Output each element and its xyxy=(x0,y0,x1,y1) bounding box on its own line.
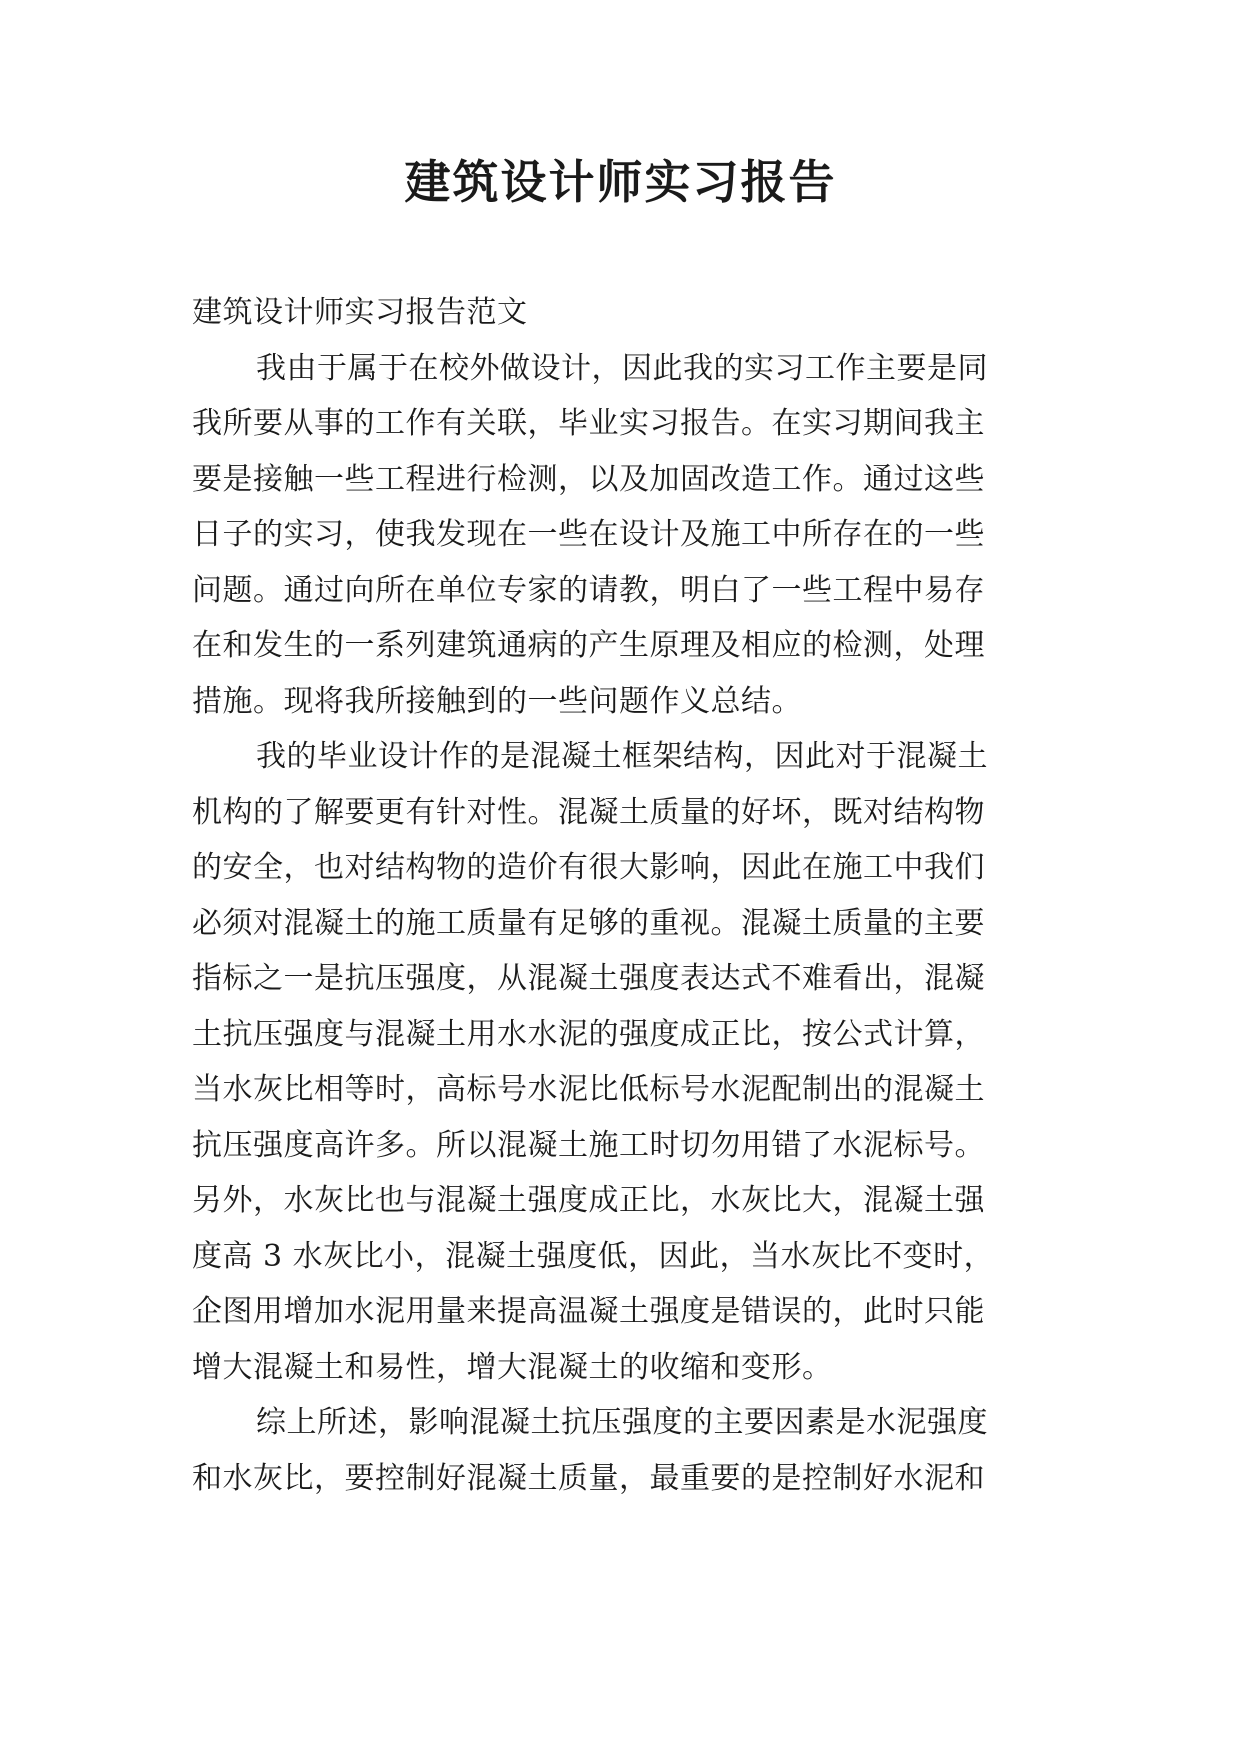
text-line: 要是接触一些工程进行检测，以及加固改造工作。通过这些 xyxy=(192,461,985,497)
text-line: 机构的了解要更有针对性。混凝土质量的好坏，既对结构物 xyxy=(192,794,985,830)
page-title: 建筑设计师实习报告 xyxy=(404,155,837,209)
text-line: 增大混凝土和易性，增大混凝土的收缩和变形。 xyxy=(192,1349,833,1385)
text-line: 和水灰比，要控制好混凝土质量，最重要的是控制好水泥和 xyxy=(192,1460,985,1496)
text-line: 建筑设计师实习报告范文 xyxy=(192,295,528,330)
text-line: 当水灰比相等时，高标号水泥比低标号水泥配制出的混凝土 xyxy=(192,1072,985,1107)
text-line: 日子的实习，使我发现在一些在设计及施工中所存在的一些 xyxy=(192,517,985,552)
text-line: 在和发生的一系列建筑通病的产生原理及相应的检测，处理 xyxy=(192,628,985,663)
text-line: 土抗压强度与混凝土用水水泥的强度成正比，按公式计算， xyxy=(192,1016,985,1052)
text-line: 的安全，也对结构物的造价有很大影响，因此在施工中我们 xyxy=(192,850,985,885)
paragraph-first-line: 我由于属于在校外做设计，因此我的实习工作主要是同 xyxy=(256,350,988,386)
text-line: 措施。现将我所接触到的一些问题作义总结。 xyxy=(192,683,802,719)
text-line: 另外，水灰比也与混凝土强度成正比，水灰比大，混凝土强 xyxy=(192,1183,985,1218)
paragraph-first-line: 我的毕业设计作的是混凝土框架结构，因此对于混凝土 xyxy=(256,739,988,774)
text-line: 必须对混凝土的施工质量有足够的重视。混凝土质量的主要 xyxy=(192,905,985,941)
text-line: 我所要从事的工作有关联，毕业实习报告。在实习期间我主 xyxy=(192,406,985,441)
text-line: 度高 3 水灰比小，混凝土强度低，因此，当水灰比不变时， xyxy=(192,1238,995,1274)
text-line: 企图用增加水泥用量来提高温凝土强度是错误的，此时只能 xyxy=(192,1294,985,1329)
text-line: 指标之一是抗压强度，从混凝土强度表达式不难看出，混凝 xyxy=(192,961,985,996)
document-body xyxy=(192,285,1054,1506)
paragraph-first-line: 综上所述，影响混凝土抗压强度的主要因素是水泥强度 xyxy=(256,1405,988,1440)
text-line: 抗压强度高许多。所以混凝土施工时切勿用错了水泥标号。 xyxy=(192,1127,985,1163)
text-line: 问题。通过向所在单位专家的请教，明白了一些工程中易存 xyxy=(192,572,985,608)
